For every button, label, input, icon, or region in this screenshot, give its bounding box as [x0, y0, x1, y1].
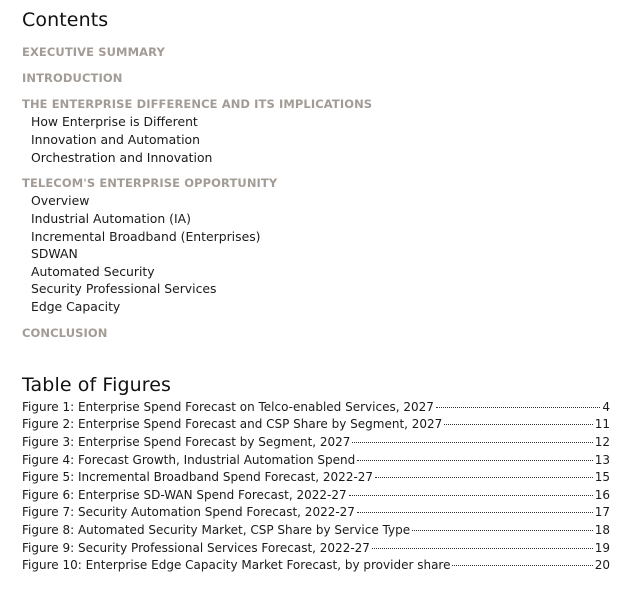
toc-item-incremental-broadband[interactable]: Incremental Broadband (Enterprises)	[31, 229, 261, 244]
figure-entry[interactable]	[22, 541, 610, 555]
toc-section-introduction[interactable]: INTRODUCTION	[22, 71, 123, 85]
figure-entry[interactable]	[22, 505, 610, 519]
figure-title: Figure 7: Security Automation Spend Forecast, 2022-27	[22, 505, 355, 519]
toc-section-telecom-opportunity[interactable]: TELECOM'S ENTERPRISE OPPORTUNITY	[22, 176, 278, 190]
toc-item-orchestration-innovation[interactable]: Orchestration and Innovation	[31, 150, 213, 165]
figure-title: Figure 2: Enterprise Spend Forecast and CSP Share by Segment, 2027	[22, 417, 443, 431]
figure-title: Figure 6: Enterprise SD-WAN Spend Forecast, 2022-27	[22, 488, 347, 502]
figure-page: 16	[594, 488, 610, 502]
figure-entry[interactable]	[22, 435, 610, 449]
figure-title: Figure 8: Automated Security Market, CSP Share by Service Type	[22, 523, 411, 537]
figure-title: Figure 9: Security Professional Services Forecast, 2022-27	[22, 541, 370, 555]
figure-entry[interactable]	[22, 417, 610, 431]
toc-item-sdwan[interactable]: SDWAN	[31, 246, 78, 261]
figure-page: 11	[594, 417, 610, 431]
toc-section-conclusion[interactable]: CONCLUSION	[22, 326, 108, 340]
figure-title: Figure 1: Enterprise Spend Forecast on Telco-enabled Services, 2027	[22, 400, 434, 414]
toc-section-executive-summary[interactable]: EXECUTIVE SUMMARY	[22, 45, 165, 59]
dot-leader	[349, 495, 593, 496]
dot-leader	[357, 460, 592, 461]
dot-leader	[452, 565, 592, 566]
toc-section-enterprise-difference[interactable]: THE ENTERPRISE DIFFERENCE AND ITS IMPLICATIONS	[22, 97, 373, 111]
toc-item-innovation-automation[interactable]: Innovation and Automation	[31, 132, 200, 147]
figure-page: 20	[594, 558, 610, 572]
dot-leader	[357, 512, 593, 513]
figure-title: Figure 4: Forecast Growth, Industrial Automation Spend	[22, 453, 356, 467]
figure-entry[interactable]	[22, 523, 610, 537]
figure-page: 19	[594, 541, 610, 555]
figure-entry[interactable]	[22, 453, 610, 467]
figure-entry[interactable]	[22, 470, 610, 484]
figure-entry[interactable]	[22, 558, 610, 572]
toc-item-industrial-automation[interactable]: Industrial Automation (IA)	[31, 211, 191, 226]
figure-page: 17	[594, 505, 610, 519]
figure-page: 12	[594, 435, 610, 449]
toc-item-automated-security[interactable]: Automated Security	[31, 264, 155, 279]
figure-title: Figure 5: Incremental Broadband Spend Forecast, 2022-27	[22, 470, 374, 484]
figure-entry[interactable]	[22, 488, 610, 502]
dot-leader	[444, 424, 592, 425]
figure-page: 18	[594, 523, 610, 537]
figure-page: 15	[594, 470, 610, 484]
figure-page: 13	[594, 453, 610, 467]
figures-heading: Table of Figures	[22, 374, 172, 396]
figure-entry[interactable]	[22, 400, 610, 414]
figure-title: Figure 10: Enterprise Edge Capacity Market Forecast, by provider share	[22, 558, 451, 572]
contents-heading: Contents	[22, 9, 109, 31]
dot-leader	[352, 442, 592, 443]
dot-leader	[372, 548, 593, 549]
toc-item-how-enterprise-different[interactable]: How Enterprise is Different	[31, 114, 198, 129]
dot-leader	[412, 530, 593, 531]
toc-item-edge-capacity[interactable]: Edge Capacity	[31, 299, 121, 314]
dot-leader	[436, 407, 600, 408]
figure-title: Figure 3: Enterprise Spend Forecast by Segment, 2027	[22, 435, 351, 449]
dot-leader	[375, 477, 593, 478]
toc-item-security-professional-services[interactable]: Security Professional Services	[31, 281, 217, 296]
figure-page: 4	[602, 400, 610, 414]
toc-item-overview[interactable]: Overview	[31, 193, 90, 208]
